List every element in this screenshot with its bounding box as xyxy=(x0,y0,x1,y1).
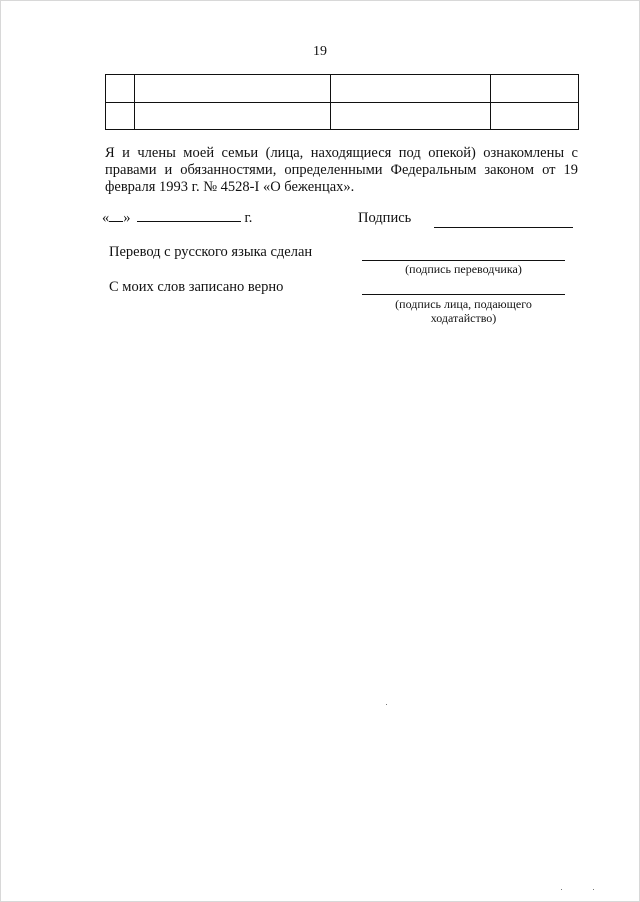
table-cell xyxy=(331,75,491,103)
table-cell xyxy=(106,75,135,103)
table-cell xyxy=(135,75,331,103)
date-open-quote: « xyxy=(102,210,110,226)
scan-speck xyxy=(593,889,594,890)
applicant-caption-line-1: (подпись лица, подающего xyxy=(395,297,532,311)
year-suffix: г. xyxy=(244,210,253,226)
applicant-signature-caption xyxy=(362,297,565,325)
scan-speck xyxy=(386,704,387,705)
translation-label: Перевод с русского языка сделан xyxy=(109,244,313,260)
date-line xyxy=(102,210,252,227)
page-number: 19 xyxy=(313,44,327,59)
translator-signature-caption: (подпись переводчика) xyxy=(405,262,522,276)
signature-line xyxy=(434,227,573,228)
table-cell xyxy=(135,102,331,130)
acknowledgement-statement: Я и члены моей семьи (лица, находящиеся под опекой) ознакомлены с правами и обязанностями, определенными Федеральным законом от 19 февраля 1993 г. № 4528-I «О беженцах». xyxy=(105,145,578,195)
table-cell xyxy=(491,102,579,130)
form-table xyxy=(105,74,579,130)
verbatim-label: С моих слов записано верно xyxy=(109,279,284,295)
applicant-caption-line-2: ходатайство) xyxy=(430,311,497,325)
translator-signature-line xyxy=(362,260,565,261)
date-close-quote: » xyxy=(123,210,131,226)
table-row xyxy=(106,75,579,103)
table-row xyxy=(106,102,579,130)
signature-label: Подпись xyxy=(358,210,412,226)
month-blank xyxy=(137,221,241,222)
table-cell xyxy=(491,75,579,103)
table-cell xyxy=(331,102,491,130)
applicant-signature-line xyxy=(362,294,565,295)
scan-speck xyxy=(561,889,562,890)
table-cell xyxy=(106,102,135,130)
day-blank xyxy=(109,221,123,222)
